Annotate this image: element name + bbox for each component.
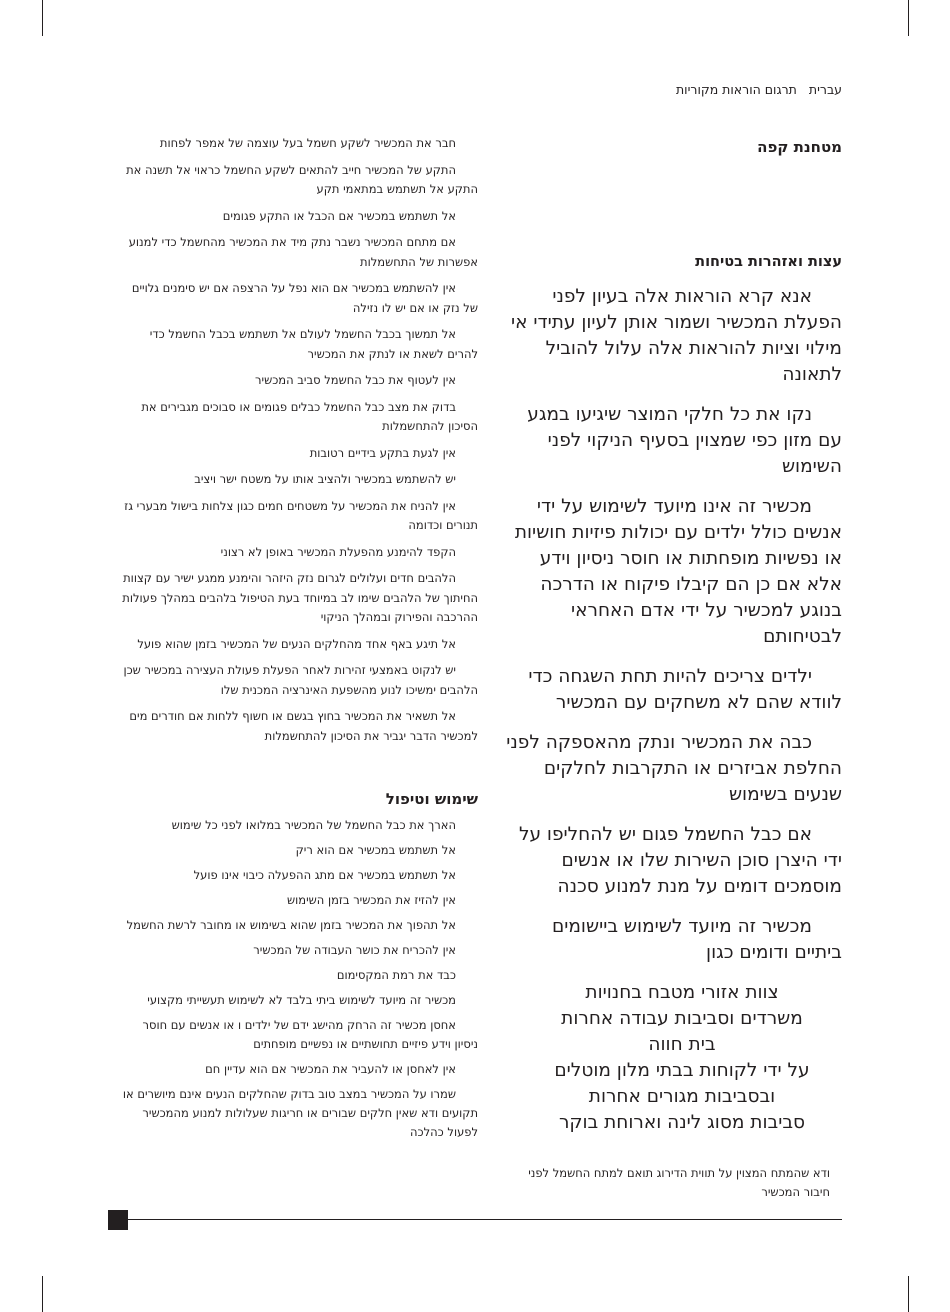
- use-item: אין לאחסן או להעביר את המכשיר אם הוא עדיין חם: [205, 1062, 456, 1076]
- safety-item: אל תיגע באף אחד מהחלקים הנעים של המכשיר בזמן שהוא פועל: [137, 636, 456, 651]
- safety-item: אין להשתמש במכשיר אם הוא נפל על הרצפה אם יש סימנים גלויים של נזק או אם יש לו נזילה: [131, 281, 478, 315]
- place-item: על ידי לקוחות בבתי מלון מוטלים ובסביבות מגורים אחרות: [554, 1060, 810, 1107]
- safety-item: חבר את המכשיר לשקע חשמל בעל עוצמה של אמפר לפחות: [159, 136, 456, 150]
- document-title: מטחנת קפה: [757, 138, 842, 156]
- safety-item: מכשיר זה אינו מיועד לשימוש על ידי אנשים כולל ילדים עם יכולות פיזיות חושיות או נפשיות מופחתות או חוסר ניסיון וידע אלא אם כן הם קיבלו פיקוח או הדרכה בנוגע למכשיר על ידי אדם האחראי לבטיחותם: [514, 496, 842, 647]
- place-item: סביבות מסוג לינה וארוחת בוקר: [558, 1112, 806, 1133]
- safety-item: אל תשתמש במכשיר אם הכבל או התקע פגומים: [222, 208, 456, 223]
- safety-item: אין לעטוף את כבל החשמל סביב המכשיר: [255, 373, 456, 387]
- crop-mark: [42, 0, 43, 36]
- use-item: אין להזיז את המכשיר בזמן השימוש: [286, 893, 456, 907]
- use-item: אחסן מכשיר זה הרחק מהישג ידם של ילדים ו או אנשים עם חוסר ניסיון וידע פיזיים תחושתיים או נפשיים מופחתים: [142, 1018, 478, 1051]
- crop-mark: [908, 1276, 909, 1312]
- safety-item: אם מתחם המכשיר נשבר נתק מיד את המכשיר מהחשמל כדי למנוע אפשרות של התחשמלות: [128, 235, 478, 269]
- places-list: [500, 980, 812, 1136]
- use-item: אל תהפוך את המכשיר בזמן שהוא בשימוש או מחובר לרשת החשמל: [126, 918, 456, 932]
- use-item: אל תשתמש במכשיר אם הוא ריק: [295, 843, 456, 857]
- safety-item: כבה את המכשיר ונתק מהאספקה לפני החלפת אביזרים או התקרבות לחלקים שנעים בשימוש: [506, 732, 842, 805]
- place-item: צוות אזורי מטבח בחנויות משרדים וסביבות עבודה אחרות: [561, 982, 803, 1029]
- safety-item: מכשיר זה מיועד לשימוש ביישומים ביתיים ודומים כגון: [551, 916, 842, 963]
- safety-item: אל תמשוך בכבל החשמל לעולם אל תשתמש בכבל החשמל כדי להרים לשאת או לנתק את המכשיר: [149, 327, 478, 361]
- safety-item: ילדים צריכים להיות תחת השגחה כדי לוודא שהם לא משחקים עם המכשיר: [528, 666, 842, 713]
- safety-item: אין לגעת בתקע בידיים רטובות: [309, 445, 456, 460]
- place-item: בית חווה: [648, 1034, 716, 1055]
- safety-item: התקע של המכשיר חייב להתאים לשקע החשמל כראוי אל תשנה את התקע אל תשתמש במתאמי תקע: [126, 162, 478, 196]
- footer-rule: [128, 1219, 842, 1220]
- crop-mark: [908, 0, 909, 36]
- header-subtitle: תרגום הוראות מקוריות: [675, 82, 797, 97]
- safety-item: אם כבל החשמל פגום יש להחליפו על ידי היצרן סוכן השירות שלו או אנשים מוסמכים דומים על מנת למנוע סכנה: [518, 824, 842, 897]
- crop-mark: [42, 1276, 43, 1312]
- safety-title: עצות ואזהרות בטיחות: [695, 254, 842, 270]
- safety-item: אל תשאיר את המכשיר בחוץ בגשם או חשוף ללחות אם חודרים מים למכשיר הדבר יגביר את הסיכון להתחשמלות: [129, 709, 478, 743]
- use-item: שמרו על המכשיר במצב טוב בדוק שהחלקים הנעים אינם מיושרים או תקועים ודא שאין חלקים שבורים או חריגות שעלולות למנוע מהמכשיר לפעול כהלכה: [122, 1087, 478, 1139]
- use-care-title: שימוש וטיפול: [385, 790, 478, 808]
- safety-item: בדוק את מצב כבל החשמל כבלים פגומים או סבוכים מגבירים את הסיכון להתחשמלות: [141, 399, 478, 433]
- use-item: הארך את כבל החשמל של המכשיר במלואו לפני כל שימוש: [171, 818, 456, 832]
- use-item: אל תשתמש במכשיר אם מתג ההפעלה כיבוי אינו פועל: [193, 868, 456, 882]
- right-column: [500, 138, 842, 1214]
- page-header: [542, 82, 842, 97]
- header-language: עברית: [808, 82, 842, 97]
- safety-item: הקפד להימנע מהפעלת המכשיר באופן לא רצוני: [220, 544, 456, 559]
- safety-item: יש לנקוט באמצעי זהירות לאחר הפעלת פעולת העצירה במכשיר שכן הלהבים ימשיכו לנוע מהשפעת האינרציה המכנית שלו: [123, 663, 478, 697]
- safety-item: אנא קרא הוראות אלה בעיון לפני הפעלת המכשיר ושמור אותן לעיון עתידי אי מילוי וציות להוראות אלה עלול להוביל לתאונה: [510, 286, 842, 385]
- voltage-note: ודא שהמתח המצוין על תווית הדירוג תואם למתח החשמל לפני חיבור המכשיר: [528, 1166, 830, 1199]
- safety-item: הלהבים חדים ועלולים לגרום נזק היזהר והימנע ממגע ישיר עם קצוות החיתוך של הלהבים שימו לב במיוחד בעת הטיפול בלהבים במהלך פעולות ההרכבה והפירוק ובמהלך הניקוי: [122, 571, 478, 624]
- footer-block: [108, 1210, 128, 1230]
- use-item: אין להכריח את כושר העבודה של המכשיר: [253, 943, 456, 957]
- use-item: כבד את רמת המקסימום: [336, 968, 456, 982]
- safety-item: יש להשתמש במכשיר ולהציב אותו על משטח ישר ויציב: [194, 472, 456, 486]
- safety-item: אין להניח את המכשיר על משטחים חמים כגון צלחות בישול מבערי גז תנורים וכדומה: [124, 498, 478, 532]
- use-item: מכשיר זה מיועד לשימוש ביתי בלבד לא לשימוש תעשייתי מקצועי: [147, 993, 456, 1007]
- safety-item: נקו את כל חלקי המוצר שיגיעו במגע עם מזון כפי שמצוין בסעיף הניקוי לפני השימוש: [527, 404, 842, 477]
- left-column: [116, 134, 478, 1148]
